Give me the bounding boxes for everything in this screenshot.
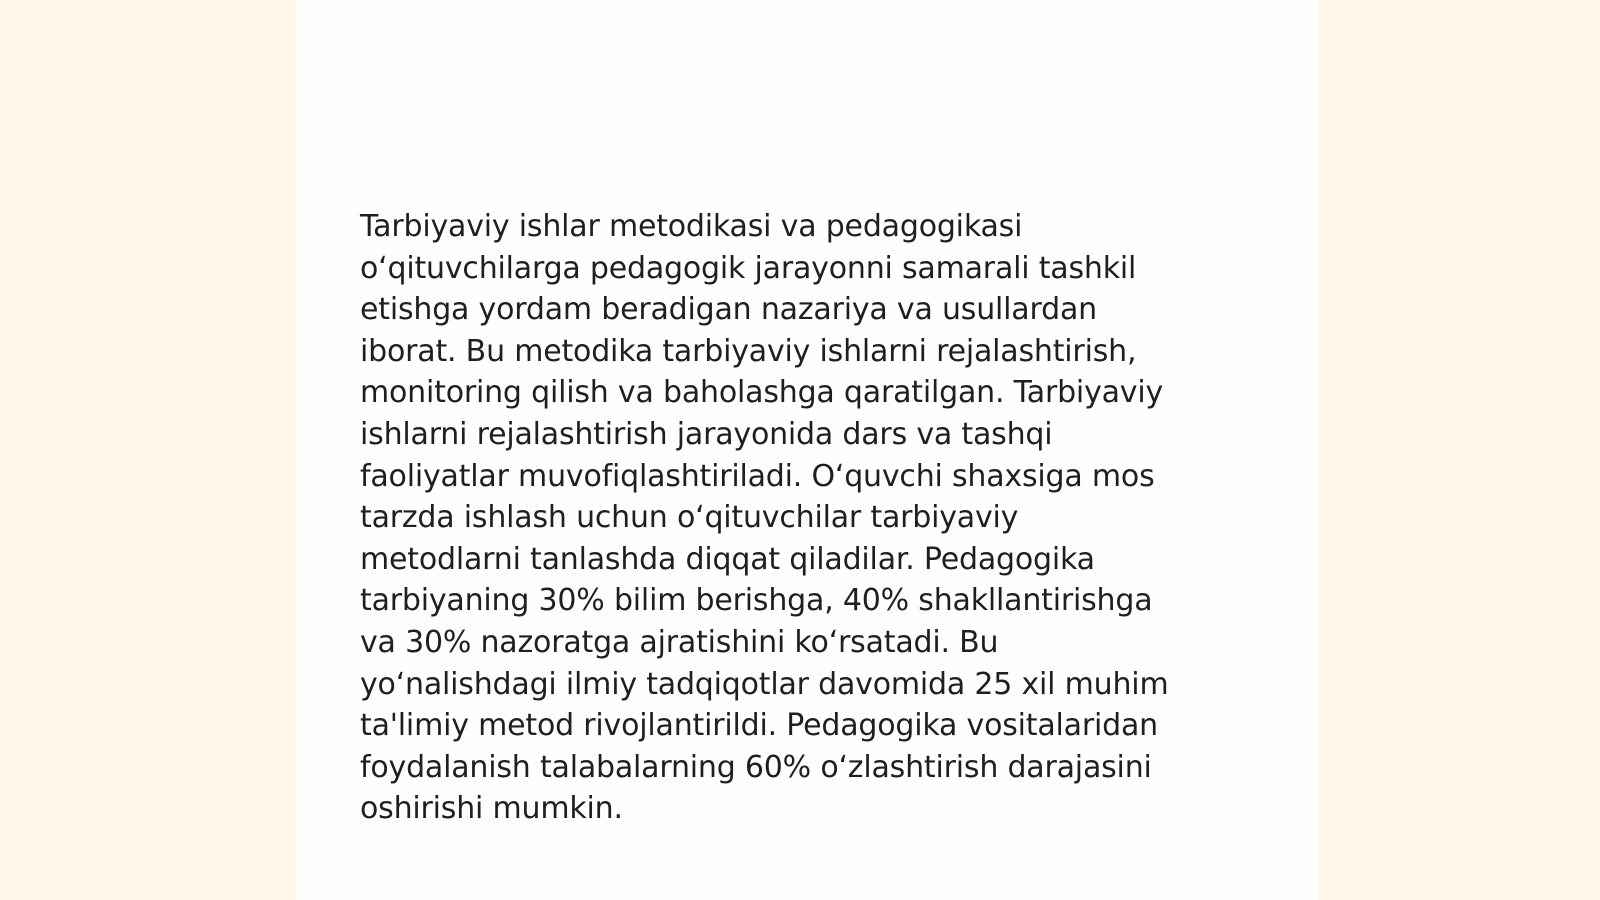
paragraph-line: oʻqituvchilarga pedagogik jarayonni samarali tashkil	[360, 250, 1137, 286]
paragraph-line: foydalanish talabalarning 60% oʻzlashtirish darajasini	[360, 749, 1152, 785]
body-paragraph	[360, 206, 1260, 830]
paragraph-line: etishga yordam beradigan nazariya va usullardan	[360, 292, 1097, 328]
document-page	[296, 0, 1318, 900]
paragraph-line: ishlarni rejalashtirish jarayonida dars va tashqi	[360, 416, 1053, 452]
paragraph-line: tarbiyaning 30% bilim berishga, 40% shakllantirishga	[360, 583, 1153, 619]
paragraph-line: va 30% nazoratga ajratishini koʻrsatadi. Bu	[360, 624, 999, 660]
paragraph-line: oshirishi mumkin.	[360, 791, 623, 827]
paragraph-line: iborat. Bu metodika tarbiyaviy ishlarni rejalashtirish,	[360, 333, 1137, 369]
paragraph-line: monitoring qilish va baholashga qaratilgan. Tarbiyaviy	[360, 375, 1164, 411]
paragraph-line: yoʻnalishdagi ilmiy tadqiqotlar davomida 25 xil muhim	[360, 666, 1169, 702]
paragraph-line: tarzda ishlash uchun oʻqituvchilar tarbiyaviy	[360, 500, 1019, 536]
paragraph-line: faoliyatlar muvofiqlashtiriladi. Oʻquvchi shaxsiga mos	[360, 458, 1155, 494]
paragraph-line: metodlarni tanlashda diqqat qiladilar. Pedagogika	[360, 541, 1095, 577]
paragraph-line: ta'limiy metod rivojlantirildi. Pedagogika vositalaridan	[360, 708, 1158, 744]
paragraph-line: Tarbiyaviy ishlar metodikasi va pedagogikasi	[360, 209, 1023, 244]
